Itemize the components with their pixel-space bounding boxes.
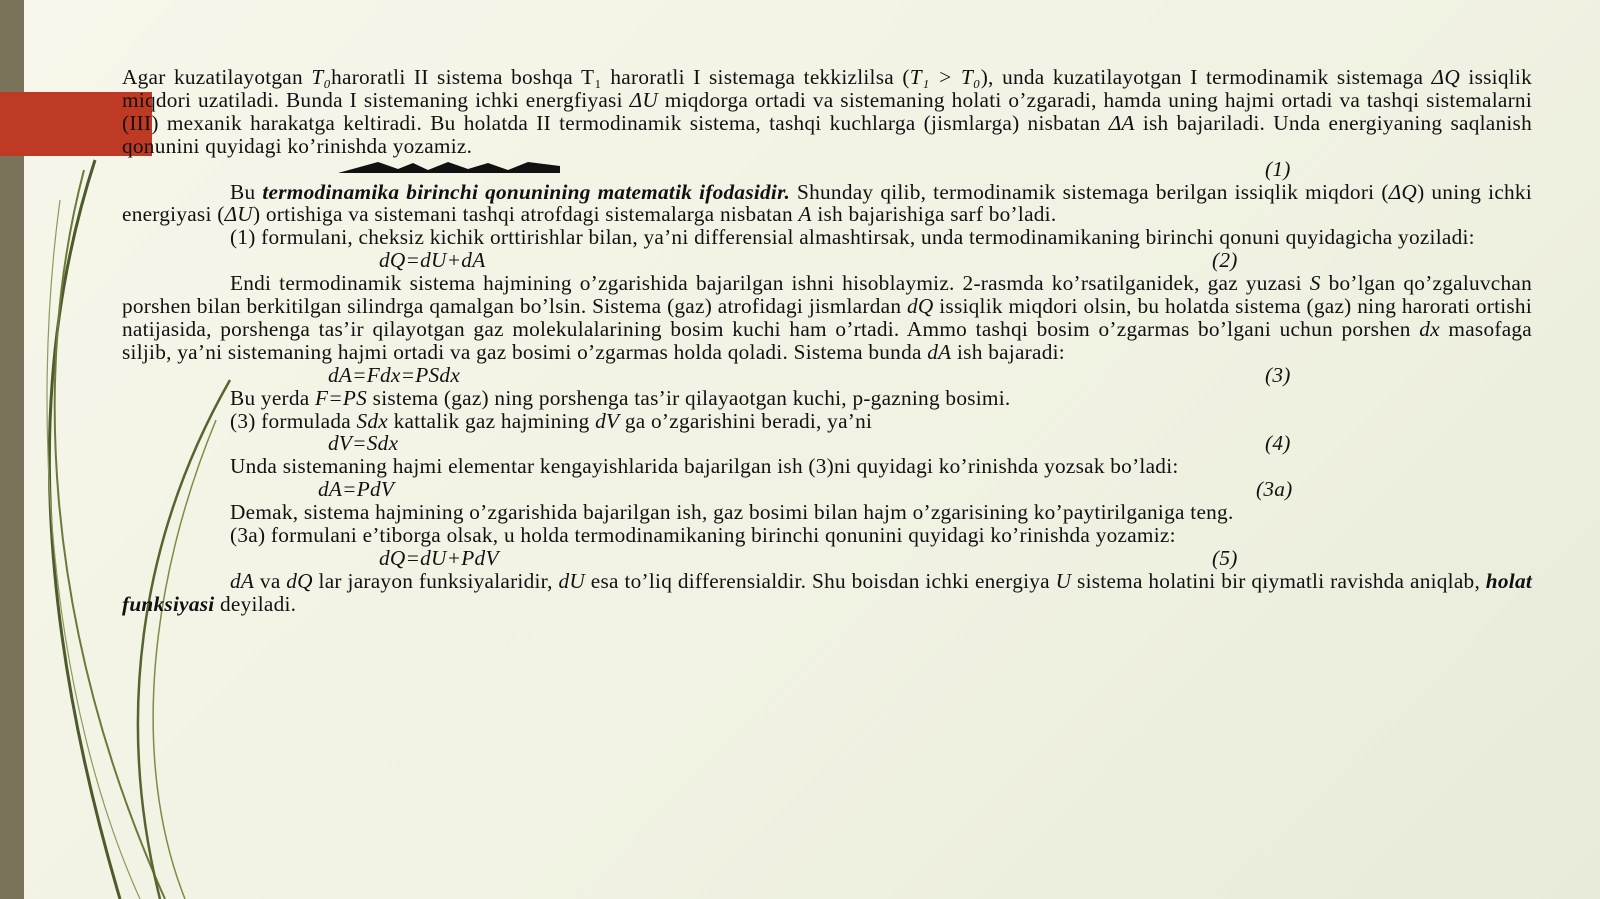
text-run: Shunday qilib, termodinamik sistemaga berilgan issiqlik miqdori ( bbox=[790, 179, 1389, 204]
italic-text: dQ bbox=[286, 568, 313, 593]
italic-text: dx bbox=[1419, 316, 1440, 341]
italic-text: dA bbox=[230, 568, 255, 593]
paragraph bbox=[122, 181, 1532, 227]
italic-text: ΔQ bbox=[1431, 65, 1460, 89]
equation-row-3a bbox=[122, 478, 1532, 501]
italic-text: ₀ bbox=[323, 65, 332, 89]
italic-text: dU bbox=[558, 568, 586, 593]
text-run: ish bajaradi: bbox=[951, 339, 1065, 364]
text-run: ish bajariladi. Unda energiyaning saqlanish qonunini quyidagi ko’rinishda yozamiz. bbox=[122, 110, 1532, 158]
text-run: ) uning ichki energiyasi ( bbox=[122, 179, 1532, 227]
text-run: issiqlik miqdori uzatiladi. Bunda I sistemaning ichki energfiyasi bbox=[122, 65, 1532, 112]
italic-text: A bbox=[798, 202, 812, 227]
text-run: (3) formulada bbox=[230, 408, 357, 433]
paragraph bbox=[122, 501, 1532, 524]
equation: dV=Sdx bbox=[328, 431, 399, 456]
text-run: issiqlik miqdori olsin, bu holatda sistema (gaz) ning harorati ortishi natijasida, porshenga tas’ir qilayotgan gaz molekulalarining bosim kuchi ham o’rtadi. Ammo tashqi bosim o’zgarmas bo’lgani uchun porshen bbox=[122, 294, 1533, 341]
text-run: ) ortishiga va sistemani tashqi atrofdagi sistemalarga nisbatan bbox=[252, 202, 799, 227]
text-run: deyiladi. bbox=[214, 591, 297, 616]
italic-text: T bbox=[311, 65, 324, 89]
italic-text: ΔQ bbox=[1388, 179, 1418, 204]
paragraph bbox=[122, 66, 1532, 158]
text-run: haroratli II sistema boshqa T₁ haroratli I sistemaga tekkizlilsa ( bbox=[331, 65, 910, 89]
italic-text: F=PS bbox=[315, 385, 368, 410]
text-run: sistema (gaz) ning porshenga tas’ir qilayaotgan kuchi, p-gazning bosimi. bbox=[367, 385, 1011, 410]
document-body bbox=[122, 66, 1532, 616]
text-run: masofaga siljib, ya’ni sistemaning hajmi ortadi va gaz bosimi o’zgarmas holda qoladi. Sistema bunda bbox=[122, 316, 1532, 364]
equation-image-1 bbox=[338, 160, 560, 174]
equation-number: (5) bbox=[1212, 545, 1238, 570]
equation-row-2 bbox=[122, 249, 1532, 272]
text-run: Bu bbox=[230, 179, 263, 204]
equation-row-4 bbox=[122, 432, 1532, 455]
text-run: kattalik gaz hajmining bbox=[388, 408, 596, 433]
paragraph bbox=[122, 455, 1532, 478]
text-run: lar jarayon funksiyalaridir, bbox=[312, 568, 559, 593]
text-run: Agar kuzatilayotgan bbox=[122, 65, 312, 89]
text-run: sistema holatini bir qiymatli ravishda aniqlab, bbox=[1071, 568, 1486, 593]
text-run: Demak, sistema hajmining o’zgarishida bajarilgan ish, gaz bosimi bilan hajm o’zgarisining ko’paytirilganiga teng. bbox=[230, 500, 1234, 525]
italic-text: S bbox=[1309, 271, 1321, 296]
italic-text: T₁ > T₀ bbox=[909, 65, 981, 89]
italic-text: dA bbox=[927, 339, 952, 364]
paragraph bbox=[122, 410, 1532, 433]
equation-number: (4) bbox=[1265, 431, 1291, 456]
text-run: Endi termodinamik sistema hajmining o’zgarishida bajarilgan ishni hisoblaymiz. 2-rasmda ko’rsatilganidek, gaz yuzasi bbox=[230, 271, 1310, 296]
text-run: miqdorga ortadi va sistemaning holati o’zgaradi, hamda uning hajmi ortadi va tashqi sistemalarni (III) mexanik harakatga keltiradi. Bu holatda II termodinamik sistema, tashqi kuchlarga (jismlarga) nisbatan bbox=[122, 87, 1532, 135]
italic-text: dV bbox=[595, 408, 620, 433]
text-run: Unda sistemaning hajmi elementar kengayishlarida bajarilgan ish (3)ni quyidagi ko’rinishda yozsak bo’ladi: bbox=[230, 454, 1179, 479]
italic-text: Sdx bbox=[356, 408, 388, 433]
equation: dA=PdV bbox=[318, 477, 395, 502]
text-run: (1) formulani, cheksiz kichik orttirishlar bilan, ya’ni differensial almashtirsak, unda termodinamikaning birinchi qonuni quyidagicha yoziladi: bbox=[230, 225, 1475, 250]
paragraph bbox=[122, 226, 1532, 249]
text-run: Bu yerda bbox=[230, 385, 316, 410]
text-run: bo’lgan qo’zgaluvchan porshen bilan berkitilgan silindrga qamalgan bo’lsin. Sistema (gaz) atrofidagi jismlardan bbox=[122, 271, 1533, 319]
equation: dQ=dU+PdV bbox=[379, 545, 499, 570]
equation-number: (3) bbox=[1265, 362, 1291, 387]
equation-row-3 bbox=[122, 364, 1532, 387]
text-run: (3a) formulani e’tiborga olsak, u holda termodinamikaning birinchi qonunini quyidagi ko’rinishda yozamiz: bbox=[230, 523, 1176, 548]
equation: dA=Fdx=PSdx bbox=[328, 362, 461, 387]
paragraph bbox=[122, 387, 1532, 410]
paragraph bbox=[122, 570, 1532, 616]
text-run: va bbox=[254, 568, 287, 593]
paragraph bbox=[122, 272, 1532, 364]
bold-italic-text: holat funksiyasi bbox=[122, 568, 1533, 616]
italic-text: U bbox=[1055, 568, 1072, 593]
equation-number: (1) bbox=[1265, 156, 1291, 181]
paragraph bbox=[122, 524, 1532, 547]
text-run: ish bajarishiga sarf bo’ladi. bbox=[811, 202, 1057, 227]
text-run: ), unda kuzatilayotgan I termodinamik sistemaga bbox=[980, 65, 1432, 89]
equation-number: (3a) bbox=[1256, 477, 1293, 502]
equation-row-1 bbox=[122, 158, 1532, 181]
equation: dQ=dU+dA bbox=[379, 248, 486, 273]
italic-text: ΔA bbox=[1108, 110, 1135, 135]
bold-italic-text: termodinamika birinchi qonunining matematik ifodasidir. bbox=[262, 179, 791, 204]
equation-row-5 bbox=[122, 547, 1532, 570]
text-run: ga o’zgarishini beradi, ya’ni bbox=[619, 408, 873, 433]
equation-number: (2) bbox=[1212, 248, 1238, 273]
italic-text: dQ bbox=[906, 294, 934, 319]
italic-text: ΔU bbox=[629, 87, 658, 112]
italic-text: ΔU bbox=[224, 202, 253, 227]
text-run: esa to’liq differensialdir. Shu boisdan ichki energiya bbox=[585, 568, 1056, 593]
